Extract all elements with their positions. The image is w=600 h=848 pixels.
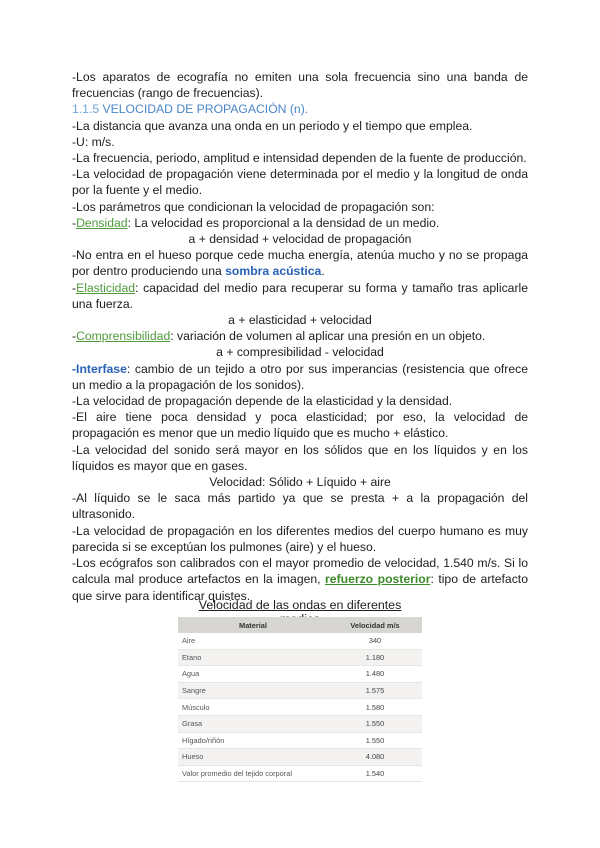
table-row bbox=[178, 749, 422, 766]
section-heading bbox=[72, 101, 528, 117]
paragraph-solidos: -La velocidad del sonido será mayor en los sólidos que en los líquidos y en los líquidos es mayor que en gases. bbox=[72, 442, 528, 473]
cell-velocidad: 1.540 bbox=[328, 765, 422, 782]
formula-velocidad: Velocidad: Sólido + Líquido + aire bbox=[209, 475, 391, 490]
hueso-end: . bbox=[321, 264, 325, 279]
term-comprensibilidad: Comprensibilidad bbox=[76, 329, 171, 344]
cell-velocidad: 1.180 bbox=[328, 649, 422, 666]
dash: - bbox=[72, 215, 77, 230]
table-row bbox=[178, 765, 422, 782]
hueso-text: -No entra en el hueso porque cede mucha energía, atenúa mucho y no se propaga por dentro produciendo una bbox=[72, 248, 528, 279]
term-refuerzo-posterior: refuerzo posterior bbox=[325, 572, 431, 587]
formula-densidad: a + densidad + velocidad de propagación bbox=[188, 232, 412, 247]
table-header-row bbox=[178, 617, 422, 633]
cell-velocidad: 1.550 bbox=[328, 715, 422, 732]
densidad-text: : La velocidad es proporcional a la densidad de un medio. bbox=[127, 215, 440, 230]
elasticidad-text: : capacidad del medio para recuperar su forma y tamaño tras aplicarle una fuerza. bbox=[72, 280, 528, 311]
document-body bbox=[72, 69, 528, 604]
paragraph-frecuencias: -Los aparatos de ecografía no emiten una sola frecuencia sino una banda de frecuencias (rango de frecuencias). bbox=[72, 70, 528, 101]
cell-velocidad: 1.575 bbox=[328, 682, 422, 699]
paragraph-depende: -La velocidad de propagación depende de la elasticidad y la densidad. bbox=[72, 394, 453, 409]
paragraph-fuente: -La frecuencia, periodo, amplitud e intensidad dependen de la fuente de producción. bbox=[72, 151, 527, 166]
comprensibilidad-text: : variación de volumen al aplicar una presión en un objeto. bbox=[170, 329, 486, 344]
paragraph-hueso bbox=[72, 247, 528, 279]
cell-velocidad: 340 bbox=[328, 633, 422, 649]
cell-material: Grasa bbox=[178, 715, 328, 732]
header-material: Material bbox=[178, 617, 328, 633]
cell-material: Agua bbox=[178, 666, 328, 683]
velocidad-table bbox=[178, 617, 422, 782]
cell-material: Aire bbox=[178, 633, 328, 649]
cell-material: Hígado/riñón bbox=[178, 732, 328, 749]
paragraph-ecografos bbox=[72, 555, 528, 604]
table-row bbox=[178, 666, 422, 683]
cell-velocidad: 1.580 bbox=[328, 699, 422, 716]
table-row bbox=[178, 715, 422, 732]
table-title: Velocidad de las ondas en diferentes bbox=[198, 598, 402, 612]
cell-material: Valor promedio del tejido corporal bbox=[178, 765, 328, 782]
formula-elasticidad: a + elasticidad + velocidad bbox=[228, 313, 372, 328]
term-interfase: -Interfase bbox=[72, 361, 127, 376]
paragraph-parametros: -Los parámetros que condicionan la velocidad de propagación son: bbox=[72, 199, 435, 214]
interfase-text: : cambio de un tejido a otro por sus imperancias (resistencia que ofrece un medio a la propagación de los sonidos). bbox=[72, 361, 528, 392]
cell-velocidad: 4.080 bbox=[328, 749, 422, 766]
section-title: VELOCIDAD DE PROPAGACIÓN (n). bbox=[99, 102, 309, 117]
term-sombra-acustica: sombra acústica bbox=[225, 264, 322, 279]
term-densidad: Densidad bbox=[76, 215, 128, 230]
cell-material: Músculo bbox=[178, 699, 328, 716]
paragraph-interfase bbox=[72, 361, 528, 393]
paragraph-cuerpo-humano: -La velocidad de propagación en los diferentes medios del cuerpo humano es muy parecida si se exceptúan los pulmones (aire) y el hueso. bbox=[72, 523, 528, 554]
section-number: 1.1.5 bbox=[72, 102, 100, 117]
paragraph-elasticidad bbox=[72, 280, 528, 312]
table-row bbox=[178, 649, 422, 666]
table-row bbox=[178, 732, 422, 749]
term-elasticidad: Elasticidad bbox=[76, 280, 136, 295]
paragraph-medio: -La velocidad de propagación viene determinada por el medio y la longitud de onda por la fuente y el medio. bbox=[72, 167, 528, 198]
cell-material: Etano bbox=[178, 649, 328, 666]
dash: - bbox=[72, 280, 77, 295]
cell-material: Hueso bbox=[178, 749, 328, 766]
cell-velocidad: 1.480 bbox=[328, 666, 422, 683]
paragraph-comprensibilidad bbox=[72, 328, 528, 344]
cell-velocidad: 1.550 bbox=[328, 732, 422, 749]
cell-material: Sangre bbox=[178, 682, 328, 699]
paragraph-densidad bbox=[72, 215, 528, 231]
header-velocidad: Velocidad m/s bbox=[328, 617, 422, 633]
paragraph-unidad: -U: m/s. bbox=[72, 134, 115, 149]
ecografos-text: -Los ecógrafos son calibrados con el mayor promedio de velocidad, 1.540 m/s. Si lo calcula mal produce artefactos en la imagen, bbox=[72, 556, 528, 587]
formula-compresibilidad: a + compresibilidad - velocidad bbox=[216, 345, 384, 360]
table-row bbox=[178, 682, 422, 699]
paragraph-liquido: -Al líquido se le saca más partido ya que se presta + a la propagación del ultrasonido. bbox=[72, 491, 528, 522]
table-row bbox=[178, 633, 422, 649]
paragraph-aire: -El aire tiene poca densidad y poca elasticidad; por eso, la velocidad de propagación es menor que un medio líquido que es mucho + elástico. bbox=[72, 410, 528, 441]
dash: - bbox=[72, 329, 77, 344]
ecografos-rest: : tipo de artefacto que sirve para identificar quistes. bbox=[72, 572, 528, 603]
paragraph-definicion: -La distancia que avanza una onda en un periodo y el tiempo que emplea. bbox=[72, 118, 473, 133]
table-row bbox=[178, 699, 422, 716]
